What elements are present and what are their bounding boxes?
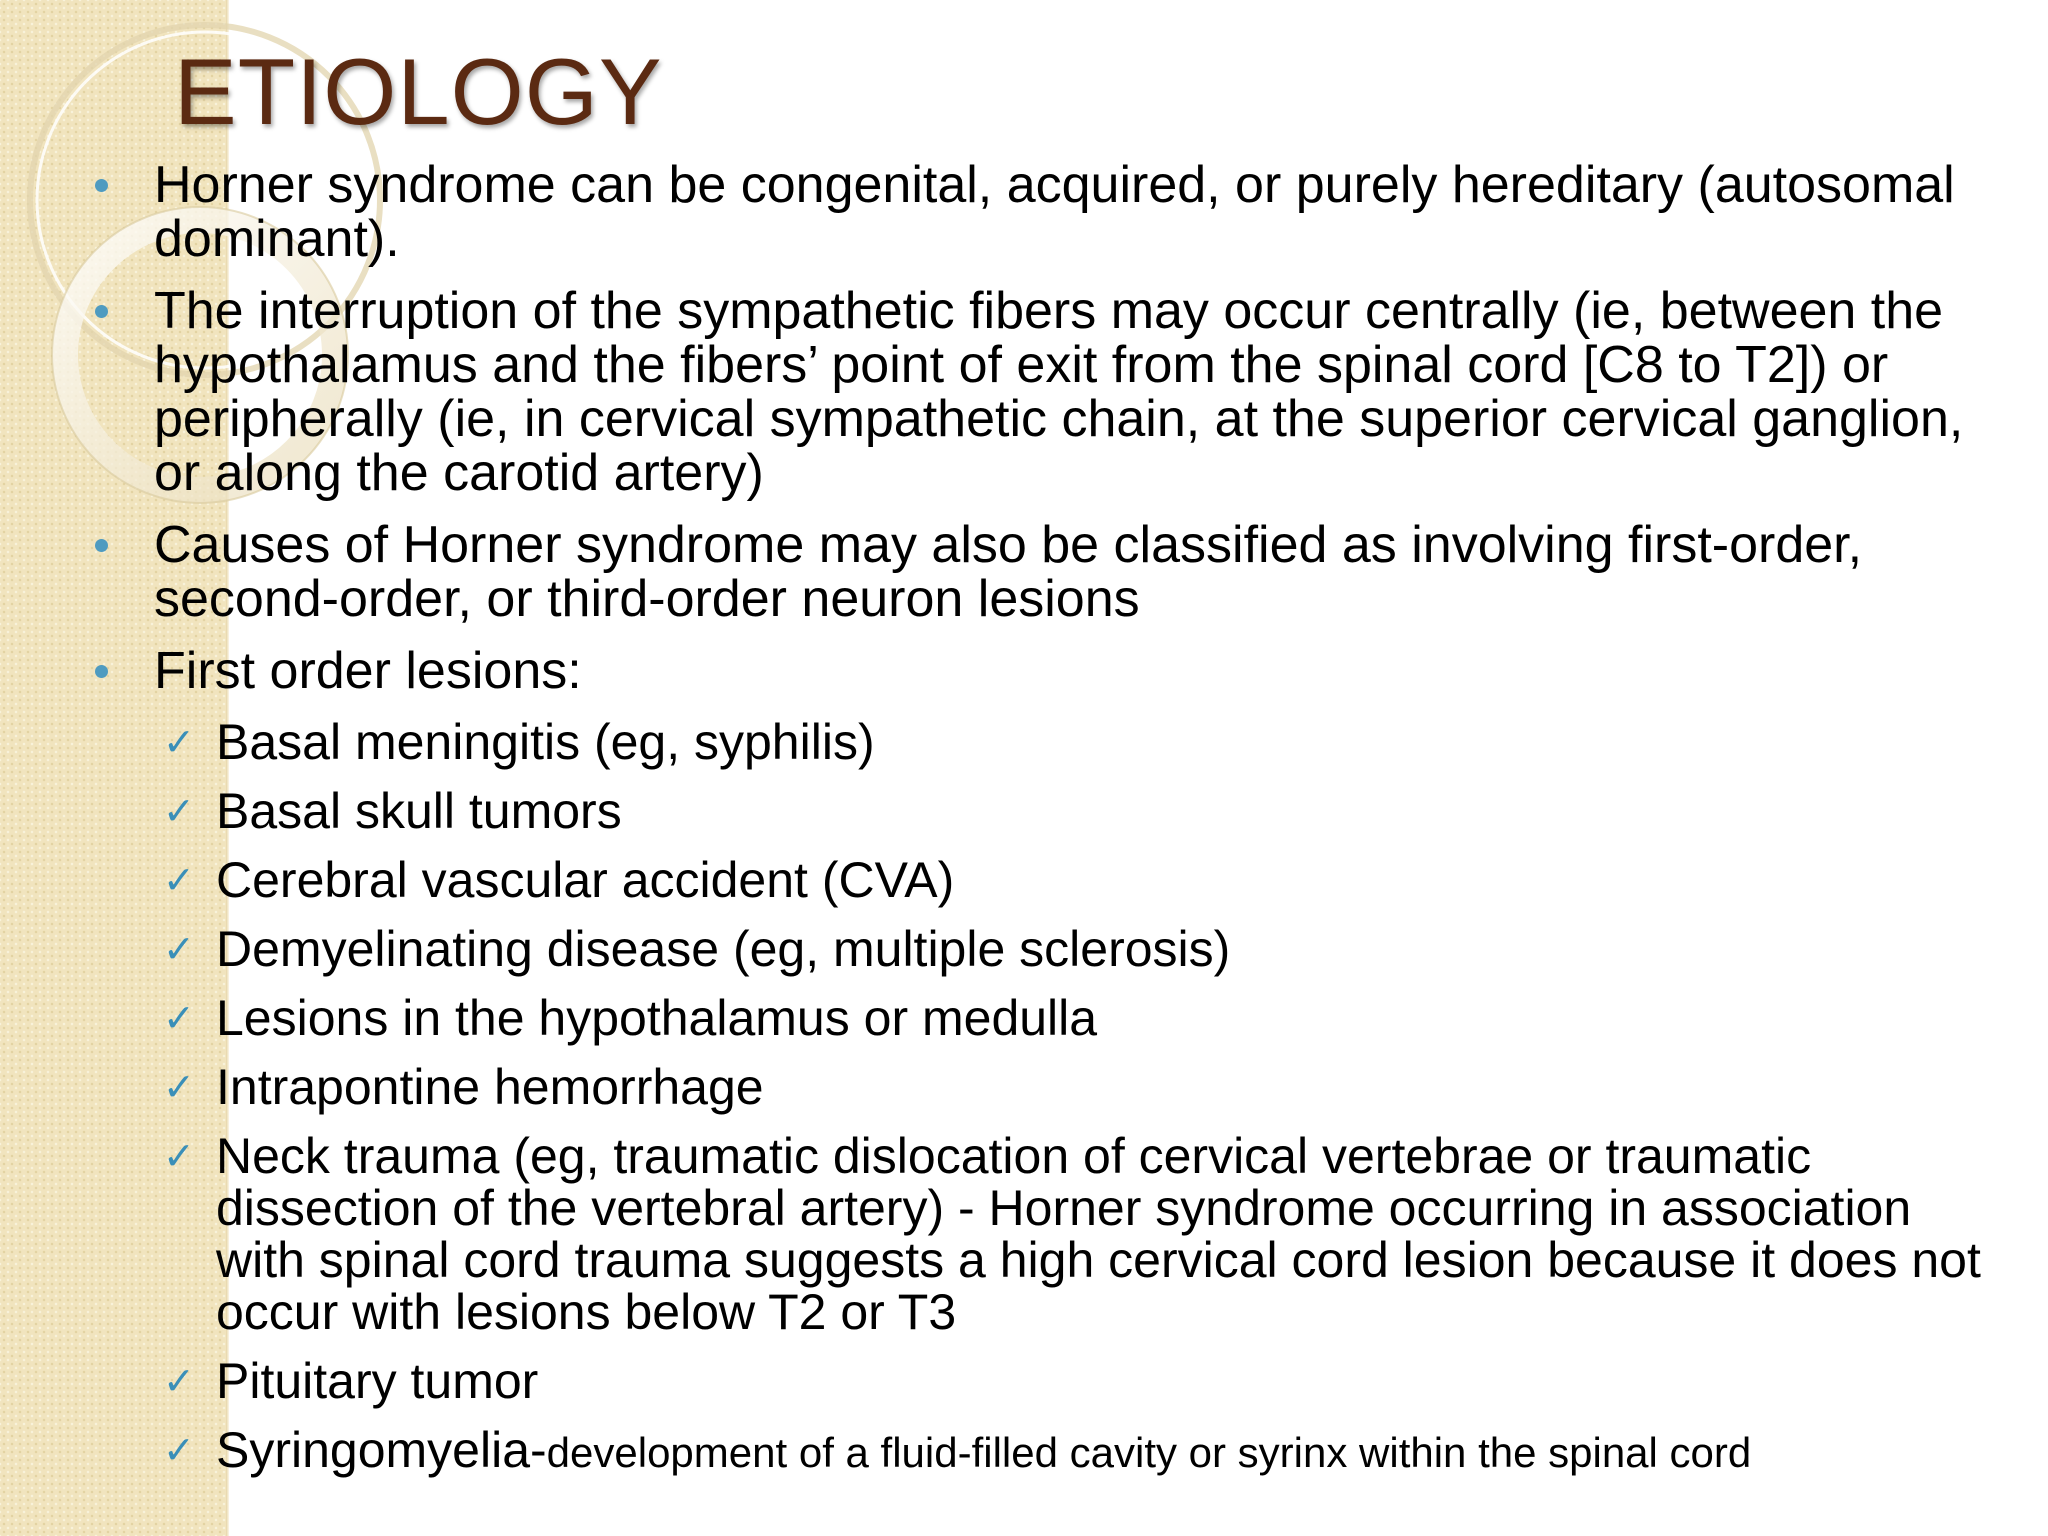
sub-list-item [0,923,2000,975]
bullet-text: The interruption of the sympathetic fibers may occur centrally (ie, between the hypothalamus and the fibers’ point of exit from the spinal cord [C8 to T2]) or peripherally (ie, in cervical sympathetic chain, at the superior cervical ganglion, or along the carotid artery) [154,282,1964,502]
checkmark-icon: ✓ [163,927,195,971]
bullet-item [0,158,2000,266]
checkmark-icon: ✓ [163,858,195,902]
sub-list-item [0,1130,2000,1338]
sub-item-text: Pituitary tumor [216,1353,539,1409]
slide-content [0,158,2000,1496]
sub-list-item [0,716,2000,768]
checkmark-icon: ✓ [163,1359,195,1403]
round-bullet-icon [95,179,108,192]
sub-item-text: Neck trauma (eg, traumatic dislocation of cervical vertebrae or traumatic dissection of the vertebral artery) - Horner syndrome occurring in association with spinal cord trauma suggests a high cervical cord lesion because it does not occur with lesions below T2 or T3 [216,1128,1981,1340]
sub-list-item [0,854,2000,906]
round-bullet-icon [95,539,108,552]
bullet-text: First order lesions: [154,642,582,700]
sub-item-text: Lesions in the hypothalamus or medulla [216,990,1098,1046]
checkmark-icon: ✓ [163,720,195,764]
round-bullet-icon [95,305,108,318]
bullet-text: Causes of Horner syndrome may also be classified as involving first-order, second-order, or third-order neuron lesions [154,516,1863,628]
sub-list-item [0,992,2000,1044]
round-bullet-icon [95,665,108,678]
bullet-text: Horner syndrome can be congenital, acquired, or purely hereditary (autosomal dominant). [154,156,1955,268]
checkmark-icon: ✓ [163,1134,195,1178]
bullet-item [0,518,2000,626]
checkmark-icon: ✓ [163,1428,195,1472]
checkmark-icon: ✓ [163,1065,195,1109]
sub-item-text: Intrapontine hemorrhage [216,1059,764,1115]
sub-item-text: Cerebral vascular accident (CVA) [216,852,955,908]
checkmark-icon: ✓ [163,996,195,1040]
sub-item-term: Syringomyelia- [216,1422,547,1478]
bullet-item [0,644,2000,698]
sub-item-text: Basal skull tumors [216,783,622,839]
sub-item-definition: development of a fluid-filled cavity or syrinx within the spinal cord [546,1429,1752,1476]
sub-item-text: Basal meningitis (eg, syphilis) [216,714,875,770]
sub-list-item [0,1061,2000,1113]
bullet-item [0,284,2000,500]
slide-title: ETIOLOGY [174,39,663,144]
checkmark-icon: ✓ [163,789,195,833]
sub-list-item [0,1355,2000,1407]
sub-list-item [0,785,2000,837]
sub-list-item [0,1424,2000,1479]
sub-item-text: Demyelinating disease (eg, multiple sclerosis) [216,921,1231,977]
